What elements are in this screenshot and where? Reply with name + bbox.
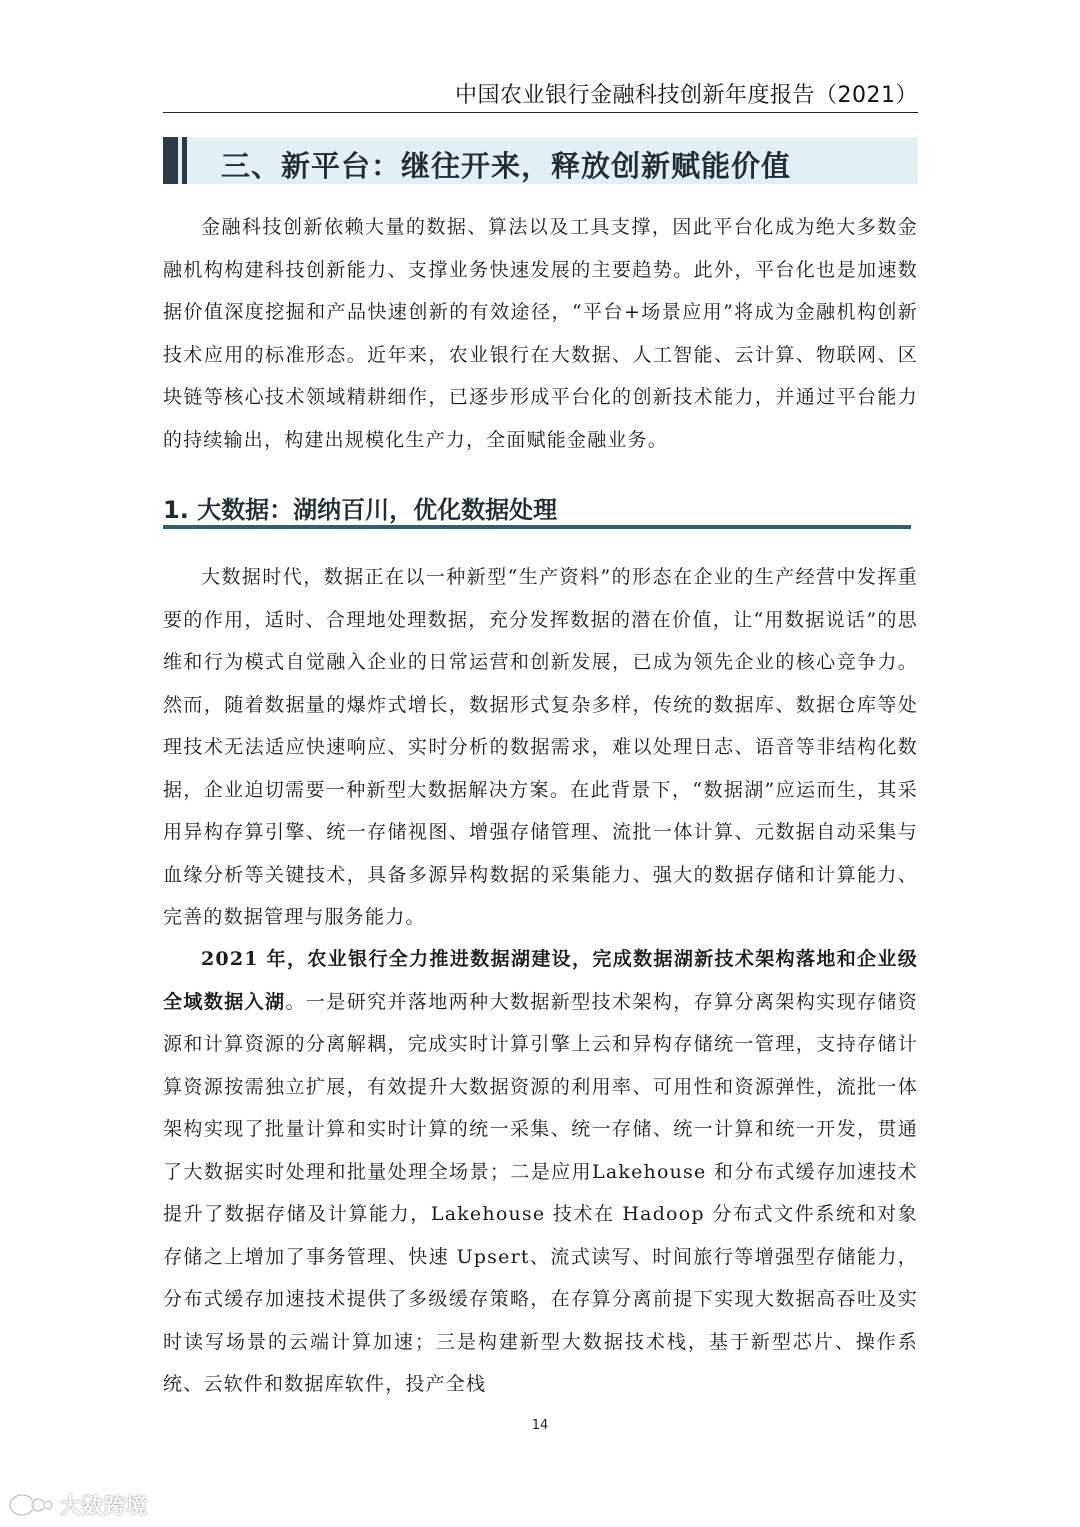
section-banner <box>163 137 918 184</box>
page-header-rule <box>163 112 918 113</box>
banner-accent-bar <box>163 137 187 184</box>
subsection-paragraph: 大数据时代，数据正在以一种新型“生产资料”的形态在企业的生产经营中发挥重要的作用，适时、合理地处理数据，充分发挥数据的潜在价值，让“用数据说话”的思维和行为模式自觉融入企业的日常运营和创新发展，已成为领先企业的核心竞争力。然而，随着数据量的爆炸式增长，数据形式复杂多样，传统的数据库、数据仓库等处理技术无法适应快速响应、实时分析的数据需求，难以处理日志、语音等非结构化数据，企业迫切需要一种新型大数据解决方案。在此背景下，“数据湖”应运而生，其采用异构存算引擎、统一存储视图、增强存储管理、流批一体计算、元数据自动采集与血缘分析等关键技术，具备多源异构数据的采集能力、强大的数据存储和计算能力、完善的数据管理与服务能力。 <box>163 566 918 928</box>
watermark-logo-icon <box>8 1490 54 1520</box>
highlight-body-text: 。一是研究并落地两种大数据新型技术架构，存算分离架构实现存储资源和计算资源的分离解耦，完成实时计算引擎上云和异构存储统一管理，支持存储计算资源按需独立扩展，有效提升大数据资源的利用率、可用性和资源弹性，流批一体架构实现了批量计算和实时计算的统一采集、统一存储、统一计算和统一开发，贯通了大数据实时处理和批量处理全场景；二是应用Lakehouse 和分布式缓存加速技术提升了数据存储及计算能力，Lakehouse 技术在 Hadoop 分布式文件系统和对象存储之上增加了事务管理、快速 Upsert、流式读写、时间旅行等增强型存储能力，分布式缓存加速技术提供了多级缓存策略，在存算分离前提下实现大数据高吞吐及实时读写场景的云端计算加速；三是构建新型大数据技术栈，基于新型芯片、操作系统、云软件和数据库软件，投产全栈 <box>163 990 918 1395</box>
watermark <box>8 1490 148 1520</box>
highlight-bold-text: 2021 年，农业银行全力推进数据湖建设，完成数据湖新技术架构落地和企业级全域数据入湖 <box>163 948 918 1013</box>
intro-paragraph: 金融科技创新依赖大量的数据、算法以及工具支撑，因此平台化成为绝大多数金融机构构建科技创新能力、支撑业务快速发展的主要趋势。此外，平台化也是加速数据价值深度挖掘和产品快速创新的有效途径，“平台+场景应用”将成为金融机构创新技术应用的标准形态。近年来，农业银行在大数据、人工智能、云计算、物联网、区块链等核心技术领域精耕细作，已逐步形成平台化的创新技术能力，并通过平台能力的持续输出，构建出规模化生产力，全面赋能金融业务。 <box>163 216 918 451</box>
watermark-text: 大数跨境 <box>60 1494 148 1518</box>
section-title: 三、新平台：继往开来，释放创新赋能价值 <box>221 149 792 183</box>
page-header-title: 中国农业银行金融科技创新年度报告（2021） <box>455 83 918 108</box>
highlight-paragraph <box>163 938 918 1406</box>
page-number: 14 <box>531 1418 549 1433</box>
subsection-title: 1. 大数据：湖纳百川，优化数据处理 <box>163 496 558 524</box>
subsection-rule <box>163 525 911 529</box>
